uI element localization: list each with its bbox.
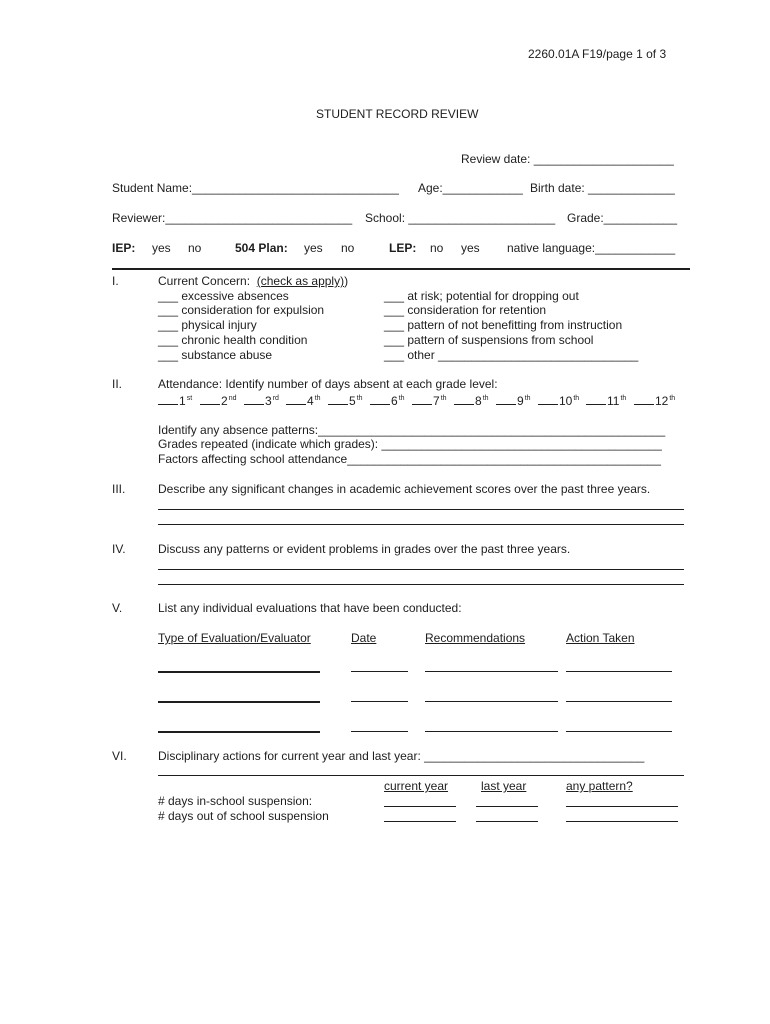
out-of-school-pattern-line[interactable] xyxy=(566,821,678,822)
native-language-field[interactable]: native language:____________ xyxy=(507,241,676,255)
grade-number: 1 xyxy=(179,394,186,408)
grade-suffix: nd xyxy=(228,395,237,402)
school-field[interactable]: School: ______________________ xyxy=(365,211,556,225)
section-3-number: III. xyxy=(112,482,126,496)
section-1-check-note: (check as apply) xyxy=(256,274,345,288)
grade-6-item[interactable] xyxy=(370,392,405,408)
grade-blank[interactable] xyxy=(286,393,306,405)
grade-9-item[interactable] xyxy=(496,392,531,408)
grade-blank[interactable] xyxy=(496,393,516,405)
eval-date-header: Date xyxy=(351,631,377,645)
grade-suffix: th xyxy=(440,395,447,402)
out-of-school-current-year-line[interactable] xyxy=(384,821,456,822)
grade-blank[interactable] xyxy=(200,393,220,405)
grade-blank[interactable] xyxy=(328,393,348,405)
iep-label: IEP: xyxy=(112,241,136,255)
iep-no-option[interactable]: no xyxy=(188,241,202,255)
section-3-prompt: Describe any significant changes in academic achievement scores over the past three years. xyxy=(158,482,651,496)
grade-number: 4 xyxy=(307,394,314,408)
grade-10-item[interactable] xyxy=(538,392,579,408)
concern-substance-abuse[interactable]: ___ substance abuse xyxy=(158,348,273,362)
disciplinary-answer-line[interactable] xyxy=(158,775,684,776)
eval-recommendations-line[interactable] xyxy=(425,731,558,732)
grade-blank[interactable] xyxy=(454,393,474,405)
student-name-field[interactable]: Student Name:_______________________________ xyxy=(112,181,399,195)
grade-suffix: th xyxy=(314,395,321,402)
grade-suffix: th xyxy=(573,395,580,402)
grade-suffix: th xyxy=(356,395,363,402)
eval-date-line[interactable] xyxy=(351,671,408,672)
in-school-current-year-line[interactable] xyxy=(384,806,456,807)
grade-suffix: th xyxy=(482,395,489,402)
grade-number: 6 xyxy=(391,394,398,408)
grade-number: 12 xyxy=(655,394,669,408)
grade-suffix: th xyxy=(524,395,531,402)
in-school-pattern-line[interactable] xyxy=(566,806,678,807)
grade-field[interactable]: Grade:___________ xyxy=(567,211,678,225)
grade-3-item[interactable] xyxy=(244,392,279,408)
grade-number: 10 xyxy=(559,394,573,408)
grade-blank[interactable] xyxy=(244,393,264,405)
eval-action-line[interactable] xyxy=(566,701,672,702)
plan504-label: 504 Plan: xyxy=(235,241,288,255)
out-of-school-last-year-line[interactable] xyxy=(476,821,538,822)
section-1-close-paren: ) xyxy=(344,274,349,288)
birth-date-field[interactable]: Birth date: _____________ xyxy=(530,181,675,195)
eval-type-header: Type of Evaluation/Evaluator xyxy=(158,631,311,645)
grade-blank[interactable] xyxy=(634,393,654,405)
section-6-number: VI. xyxy=(112,749,127,763)
lep-label: LEP: xyxy=(389,241,417,255)
grade-blank[interactable] xyxy=(158,393,178,405)
out-of-school-suspension-label: # days out of school suspension xyxy=(158,809,329,823)
grade-blank[interactable] xyxy=(586,393,606,405)
concern-retention[interactable]: ___ consideration for retention xyxy=(384,303,547,317)
form-id: 2260.01A F19/page 1 of 3 xyxy=(528,47,667,61)
grade-number: 11 xyxy=(607,394,620,408)
grades-repeated-field[interactable]: Grades repeated (indicate which grades): __________________________________________ xyxy=(158,437,662,451)
lep-no-option[interactable]: no xyxy=(430,241,444,255)
grade-blank[interactable] xyxy=(412,393,432,405)
eval-date-line[interactable] xyxy=(351,731,408,732)
current-year-header: current year xyxy=(384,779,449,793)
grade-number: 5 xyxy=(349,394,356,408)
section-1-title-text: Current Concern: xyxy=(158,274,251,288)
concern-suspensions[interactable]: ___ pattern of suspensions from school xyxy=(384,333,594,347)
section-4-answer-line[interactable] xyxy=(158,569,684,570)
any-pattern-header: any pattern? xyxy=(566,779,633,793)
grade-number: 7 xyxy=(433,394,440,408)
review-date-field[interactable]: Review date: _____________________ xyxy=(461,152,674,166)
eval-recommendations-line[interactable] xyxy=(425,701,558,702)
grade-8-item[interactable] xyxy=(454,392,489,408)
grade-suffix: th xyxy=(398,395,405,402)
grade-number: 9 xyxy=(517,394,524,408)
eval-type-line[interactable] xyxy=(158,731,320,733)
grade-blank[interactable] xyxy=(370,393,390,405)
grade-7-item[interactable] xyxy=(412,392,447,408)
grade-suffix: th xyxy=(669,395,676,402)
eval-type-line[interactable] xyxy=(158,671,320,673)
grade-number: 8 xyxy=(475,394,482,408)
plan504-yes-option[interactable]: yes xyxy=(304,241,323,255)
in-school-last-year-line[interactable] xyxy=(476,806,538,807)
section-5-number: V. xyxy=(112,601,123,615)
grade-1-item[interactable] xyxy=(158,392,192,408)
concern-chronic-health[interactable]: ___ chronic health condition xyxy=(158,333,308,347)
iep-yes-option[interactable]: yes xyxy=(152,241,171,255)
section-4-prompt: Discuss any patterns or evident problems in grades over the past three years. xyxy=(158,542,571,556)
eval-action-line[interactable] xyxy=(566,731,672,732)
grade-2-item[interactable] xyxy=(200,392,236,408)
grade-suffix: th xyxy=(620,395,627,402)
section-1-title xyxy=(158,274,348,288)
eval-recommendations-header: Recommendations xyxy=(425,631,526,645)
section-3-answer-line[interactable] xyxy=(158,509,684,510)
grade-number: 3 xyxy=(265,394,272,408)
grade-suffix: rd xyxy=(272,395,279,402)
concern-at-risk[interactable]: ___ at risk; potential for dropping out xyxy=(384,289,579,303)
disciplinary-actions-field[interactable]: Disciplinary actions for current year and last year: _________________________________ xyxy=(158,749,645,763)
concern-not-benefitting[interactable]: ___ pattern of not benefitting from instruction xyxy=(384,318,623,332)
section-3-answer-line[interactable] xyxy=(158,524,684,525)
grade-suffix: st xyxy=(186,395,193,402)
section-2-prompt: Attendance: Identify number of days absent at each grade level: xyxy=(158,377,498,391)
attendance-factors-field[interactable]: Factors affecting school attendance_______________________________________________ xyxy=(158,452,661,466)
grade-number: 2 xyxy=(221,394,228,408)
grade-11-item[interactable] xyxy=(586,392,626,408)
concern-excessive-absences[interactable]: ___ excessive absences xyxy=(158,289,289,303)
section-4-number: IV. xyxy=(112,542,126,556)
in-school-suspension-label: # days in-school suspension: xyxy=(158,794,313,808)
section-5-prompt: List any individual evaluations that have been conducted: xyxy=(158,601,462,615)
page-title: STUDENT RECORD REVIEW xyxy=(316,107,479,121)
header-divider xyxy=(112,268,690,270)
section-1-number: I. xyxy=(112,274,119,288)
grade-4-item[interactable] xyxy=(286,392,321,408)
concern-physical-injury[interactable]: ___ physical injury xyxy=(158,318,257,332)
plan504-no-option[interactable]: no xyxy=(341,241,355,255)
lep-yes-option[interactable]: yes xyxy=(461,241,480,255)
eval-action-line[interactable] xyxy=(566,671,672,672)
grade-blank[interactable] xyxy=(538,393,558,405)
eval-recommendations-line[interactable] xyxy=(425,671,558,672)
section-2-number: II. xyxy=(112,377,123,391)
grade-12-item[interactable] xyxy=(634,392,675,408)
absence-patterns-field[interactable]: Identify any absence patterns:____________________________________________________ xyxy=(158,423,666,437)
concern-expulsion[interactable]: ___ consideration for expulsion xyxy=(158,303,325,317)
age-field[interactable]: Age:____________ xyxy=(418,181,523,195)
eval-date-line[interactable] xyxy=(351,701,408,702)
eval-action-header: Action Taken xyxy=(566,631,635,645)
reviewer-field[interactable]: Reviewer:____________________________ xyxy=(112,211,353,225)
last-year-header: last year xyxy=(481,779,527,793)
eval-type-line[interactable] xyxy=(158,701,320,703)
section-4-answer-line[interactable] xyxy=(158,584,684,585)
grade-5-item[interactable] xyxy=(328,392,363,408)
concern-other[interactable]: ___ other ______________________________ xyxy=(384,348,639,362)
